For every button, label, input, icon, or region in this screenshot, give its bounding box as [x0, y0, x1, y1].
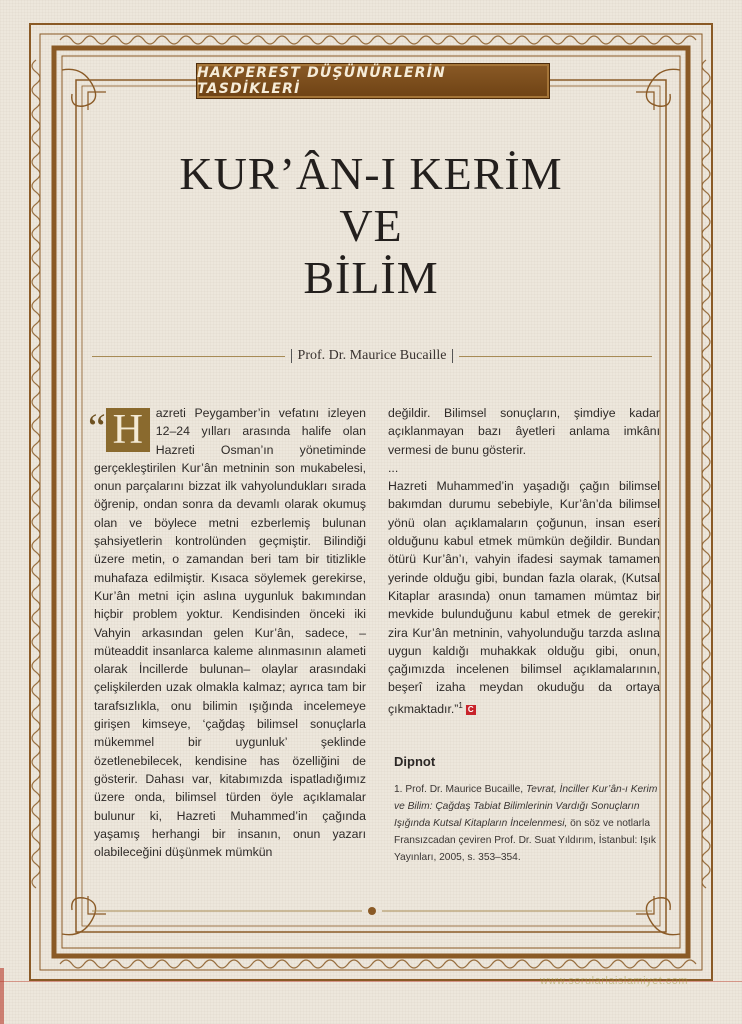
article-title — [120, 148, 622, 304]
footnote-ref: 1 — [458, 700, 463, 710]
author-byline — [92, 346, 652, 366]
section-header-band — [196, 63, 550, 99]
end-badge: C — [467, 704, 474, 714]
byline-rule-right — [459, 356, 652, 357]
bottom-divider-ornament — [92, 906, 652, 916]
footnote-item — [394, 781, 660, 866]
title-line-2: VE — [339, 200, 403, 251]
body-column-left — [88, 404, 366, 861]
opening-quote: “ — [88, 405, 106, 450]
author-name: Prof. Dr. Maurice Bucaille — [297, 348, 447, 363]
section-header-label: HAKPEREST DÜŞÜNÜRLERİN TASDİKLERİ — [197, 65, 446, 97]
site-watermark: www.sorularlaislamiyet.com — [540, 975, 689, 987]
title-line-3: BİLİM — [303, 252, 439, 303]
footnote-heading: Dipnot — [394, 754, 436, 769]
body-paragraph — [388, 477, 660, 718]
body-column-right — [388, 404, 660, 718]
footnote-book-title: Tevrat, İnciller Kur’ân-ı Kerim ve Bilim: Çağdaş Tabiat Bilimlerinin Vardığı Sonuçların Işığında Kutsal Kitapların İncelenmesi, — [394, 784, 658, 829]
page-edge-mark — [0, 968, 4, 1024]
title-line-1: KUR’ÂN-I KERİM — [179, 148, 563, 199]
drop-cap: H — [106, 408, 150, 452]
footnote-rest: ön söz ve notlarla Fransızcadan çeviren Prof. Dr. Suat Yıldırım, İstanbul: Işık Yayınları, 2005, s. 353–354. — [394, 818, 656, 863]
footnote-number: 1. — [394, 784, 403, 795]
body-paragraph: değildir. Bilimsel sonuçların, şimdiye kadar açıklanmayan bazı âyetleri anlama imkânı vermesi de bunu gösterir. — [388, 406, 660, 457]
byline-divider — [291, 349, 292, 363]
ellipsis: ... — [388, 460, 399, 475]
body-paragraph: azreti Peygamber’in vefatını izleyen 12–24 yılları arasında halife olan Hazreti Osman’ın yönetiminde gerçekleştirilen Kur’ân metninin son mukabelesi, onun parçalarını bizzat ilk vahyolundukları sırada öğrenip, ondan sonra da devamlı olarak okumuş olan ve böylece metni ezberlemiş bulunan şahsiyetlerin kontrolünden geçmiştir. Bilindiği üzere metin, o zamandan beri tam bir titizlikle muhafaza edilmiştir. Kısaca söylemek gerekirse, Kur’ân metni için aslına uygunluk bakımından hiçbir problem yoktur. Kendisinden önceki iki Vahyin arkasından gelen Kur’ân, sadece, –müteaddit insanlarca kaleme alınmasının alameti olarak İncillerde bulunan– olaylar arasındaki çelişkilerden uzak olmakla kalmaz; ayrıca tam bir tarafsızlıkla, onu bilimin ışığında incelemeye girişen kimseye, ‘çağdaş bilimsel sonuçlarla mükemmel bir uygunluk’ şeklinde özetlenebilecek, kendisine has özelliğini de gösterir. Dahası var, kitabımızda ispatladığımız üzere onda, bilimsel türden öyle açıklamalar bulunur ki, Hazreti Muhammed’in çağında yaşamış herhangi bir insanın, onun yazarı olabileceğini düşünmek mümkün — [94, 406, 366, 860]
body-paragraph-text: Hazreti Muhammed’in yaşadığı çağın bilimsel bakımdan durumu sebebiyle, Kur’ân’da bilimsel yönü olan açıklamaların çoğunun, insan eseri olduğunu kabul etmek mümkün değildir. Bundan ötürü Kur’ân’ı, vahyin ifadesi saymak tamamen yerinde olduğu gibi, bundan fazla olarak, (Kutsal Kitaplar arasında) onun tamamen mümtaz bir mevkide bulunduğunu kabul etmek de gerekir; zira Kur’ân metninin, vahyolunduğu tarzda aslına uygun kaldığı muhakkak olduğu gibi, onun, çağımızda incelenen bilimsel açıklamalarının, beşerî izaha meydan okuduğu da ortaya çıkmaktadır.” — [388, 479, 660, 716]
byline-rule-left — [92, 356, 285, 357]
byline-divider — [452, 349, 453, 363]
footnote-author: Prof. Dr. Maurice Bucaille, — [405, 784, 524, 795]
